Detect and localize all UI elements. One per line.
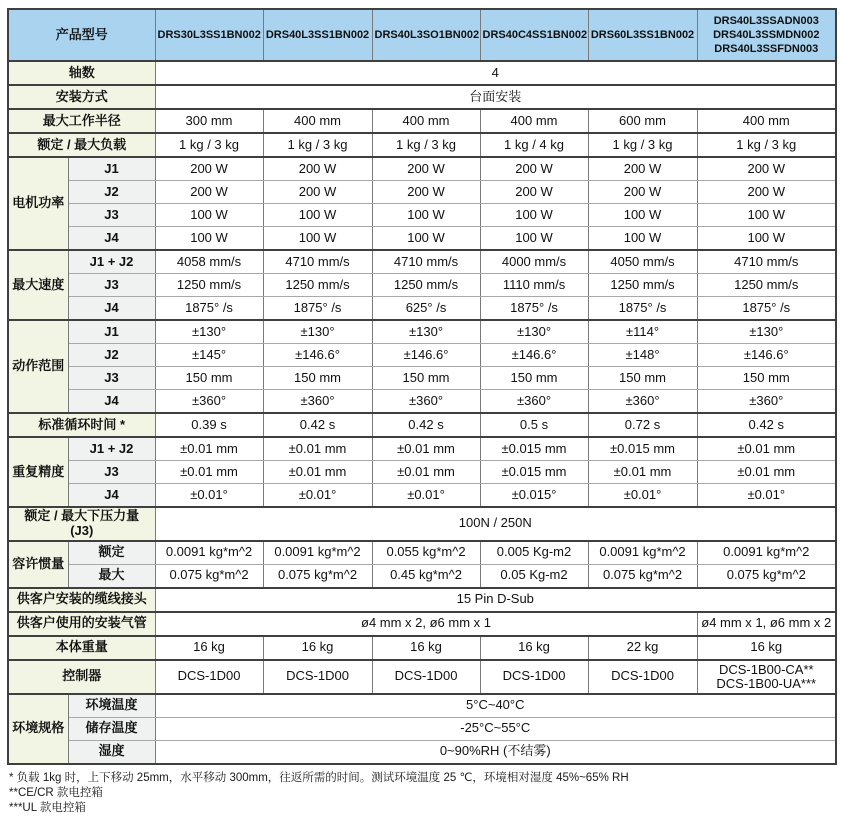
- spec-value-cell: 1 kg / 3 kg: [263, 133, 372, 157]
- spec-value-cell: 0.075 kg*m^2: [155, 564, 263, 588]
- spec-value-cell: ±0.01°: [372, 484, 480, 508]
- spec-value-cell: 0.72 s: [588, 413, 697, 437]
- row-label: 供客户安装的缆线接头: [8, 588, 155, 612]
- spec-value-cell: 200 W: [588, 181, 697, 204]
- spec-value-cell: 1 kg / 3 kg: [155, 133, 263, 157]
- spec-value-cell: 100 W: [588, 227, 697, 251]
- sub-label: 最大: [68, 564, 155, 588]
- row-inertia-rated: [8, 541, 836, 565]
- spec-value-cell: 1875° /s: [697, 297, 836, 321]
- row-motion-range-j1: [8, 320, 836, 344]
- spec-value-cell: ±114°: [588, 320, 697, 344]
- spec-value-cell: 1250 mm/s: [372, 274, 480, 297]
- spec-value-cell: ±146.6°: [480, 344, 588, 367]
- header-row: [8, 9, 836, 61]
- sub-label: J1: [68, 157, 155, 181]
- spec-value-cell: ±0.01 mm: [155, 461, 263, 484]
- sub-label: 湿度: [68, 740, 155, 764]
- sub-label: J4: [68, 297, 155, 321]
- spec-value-cell: 600 mm: [588, 109, 697, 133]
- sub-label: J1: [68, 320, 155, 344]
- spec-value-cell: 100 W: [155, 227, 263, 251]
- row-max-speed-j1j2: [8, 250, 836, 274]
- row-motor-power-j4: [8, 227, 836, 251]
- spec-value-cell: 16 kg: [372, 636, 480, 660]
- row-max-speed-j4: [8, 297, 836, 321]
- spec-value-cell: 0.0091 kg*m^2: [588, 541, 697, 565]
- spec-value-cell: ±0.01 mm: [155, 437, 263, 461]
- spec-value-cell: ±0.01 mm: [372, 461, 480, 484]
- row-env-humidity: [8, 740, 836, 764]
- spec-value-cell: ±145°: [155, 344, 263, 367]
- row-label: 最大工作半径: [8, 109, 155, 133]
- spec-value-cell: 625° /s: [372, 297, 480, 321]
- spec-value-cell: ±0.01 mm: [263, 461, 372, 484]
- spec-value-cell: 1250 mm/s: [697, 274, 836, 297]
- spec-value-cell: ±130°: [155, 320, 263, 344]
- spec-value-cell: ±0.015 mm: [588, 437, 697, 461]
- row-air-tube: [8, 612, 836, 636]
- spec-value-cell: ±360°: [372, 390, 480, 414]
- sub-label: J4: [68, 484, 155, 508]
- spec-value-cell: 200 W: [480, 157, 588, 181]
- spec-value-cell: 16 kg: [480, 636, 588, 660]
- spec-value-cell: 0.0091 kg*m^2: [263, 541, 372, 565]
- spec-value-cell: 4: [155, 61, 836, 85]
- row-radius: [8, 109, 836, 133]
- row-label: 轴数: [8, 61, 155, 85]
- spec-value-cell: 200 W: [697, 157, 836, 181]
- spec-value-cell: 4000 mm/s: [480, 250, 588, 274]
- spec-value-cell: 150 mm: [155, 367, 263, 390]
- spec-value-cell: 1250 mm/s: [588, 274, 697, 297]
- group-label: 电机功率: [8, 157, 68, 250]
- group-label: 重复精度: [8, 437, 68, 507]
- row-motion-range-j3: [8, 367, 836, 390]
- model-header-cell-multi: [697, 9, 836, 61]
- row-label: 标准循环时间 *: [8, 413, 155, 437]
- spec-value-cell: ±360°: [263, 390, 372, 414]
- row-motion-range-j2: [8, 344, 836, 367]
- row-repeatability-j1j2: [8, 437, 836, 461]
- spec-value-cell: 400 mm: [480, 109, 588, 133]
- row-weight: [8, 636, 836, 660]
- footnote-ul: ***UL 款电控箱: [9, 801, 86, 814]
- row-env-storage-temp: [8, 717, 836, 740]
- row-label: 额定 / 最大负载: [8, 133, 155, 157]
- spec-value-cell: 200 W: [372, 181, 480, 204]
- spec-value-cell: 200 W: [480, 181, 588, 204]
- controller-variant: DCS-1B00-UA***: [716, 675, 817, 691]
- spec-value-cell: 100 W: [697, 227, 836, 251]
- spec-value-cell: DCS-1D00: [588, 660, 697, 694]
- spec-value-cell: 100 W: [372, 204, 480, 227]
- spec-value-cell: 0.0091 kg*m^2: [697, 541, 836, 565]
- sub-label: 储存温度: [68, 717, 155, 740]
- spec-value-cell: 1 kg / 3 kg: [588, 133, 697, 157]
- row-label: 控制器: [8, 660, 155, 694]
- group-label: 动作范围: [8, 320, 68, 413]
- row-motor-power-j1: [8, 157, 836, 181]
- spec-value-cell: 150 mm: [372, 367, 480, 390]
- spec-value-cell: 400 mm: [263, 109, 372, 133]
- spec-value-cell: 5°C~40°C: [155, 694, 836, 718]
- spec-value-cell: 150 mm: [480, 367, 588, 390]
- model-header-cell: DRS40L3SO1BN002: [372, 9, 480, 61]
- row-env-temp: [8, 694, 836, 718]
- row-max-speed-j3: [8, 274, 836, 297]
- spec-value-cell: DCS-1D00: [263, 660, 372, 694]
- sub-label: J3: [68, 367, 155, 390]
- spec-value-cell: ±0.01°: [155, 484, 263, 508]
- spec-value-cell: 150 mm: [697, 367, 836, 390]
- spec-value-cell: 4710 mm/s: [372, 250, 480, 274]
- sub-label: J3: [68, 204, 155, 227]
- spec-value-cell: ±146.6°: [372, 344, 480, 367]
- model-header-cell: DRS40C4SS1BN002: [480, 9, 588, 61]
- controller-variant: DCS-1B00-CA**: [718, 661, 814, 677]
- spec-value-cell: ±0.01 mm: [697, 461, 836, 484]
- spec-value-cell: ±360°: [480, 390, 588, 414]
- spec-value-cell: 400 mm: [372, 109, 480, 133]
- sub-label: 额定: [68, 541, 155, 565]
- spec-value-cell: 4058 mm/s: [155, 250, 263, 274]
- row-motor-power-j3: [8, 204, 836, 227]
- spec-value-cell: 400 mm: [697, 109, 836, 133]
- spec-value-cell: 100N / 250N: [155, 507, 836, 541]
- spec-value-cell: 4710 mm/s: [263, 250, 372, 274]
- spec-value-cell: 0.42 s: [697, 413, 836, 437]
- sub-label: 环境温度: [68, 694, 155, 718]
- spec-value-cell: 100 W: [588, 204, 697, 227]
- spec-value-cell: DCS-1D00: [372, 660, 480, 694]
- spec-value-cell: ±130°: [372, 320, 480, 344]
- model-header-cell: DRS30L3SS1BN002: [155, 9, 263, 61]
- row-controller: [8, 660, 836, 694]
- header-label: 产品型号: [8, 9, 155, 61]
- spec-value-cell: ±360°: [155, 390, 263, 414]
- row-label: 安装方式: [8, 85, 155, 109]
- spec-value-cell: ±0.01 mm: [263, 437, 372, 461]
- spec-value-cell: ±0.015 mm: [480, 437, 588, 461]
- spec-value-cell: ±360°: [588, 390, 697, 414]
- spec-value-cell: 0.42 s: [372, 413, 480, 437]
- spec-value-cell: ø4 mm x 2, ø6 mm x 1: [155, 612, 697, 636]
- spec-value-cell: 4710 mm/s: [697, 250, 836, 274]
- spec-value-cell: 0~90%RH (不结雾): [155, 740, 836, 764]
- group-label: 环境规格: [8, 694, 68, 764]
- spec-value-cell: 300 mm: [155, 109, 263, 133]
- spec-value-cell: 16 kg: [263, 636, 372, 660]
- spec-value-cell: 台面安装: [155, 85, 836, 109]
- spec-value-cell: -25°C~55°C: [155, 717, 836, 740]
- spec-value-cell: 0.42 s: [263, 413, 372, 437]
- sub-label: J1 + J2: [68, 437, 155, 461]
- spec-value-cell: 0.075 kg*m^2: [263, 564, 372, 588]
- spec-value-cell: 0.075 kg*m^2: [588, 564, 697, 588]
- sub-label: J3: [68, 274, 155, 297]
- model-name: DRS40L3SSFDN003: [714, 43, 819, 55]
- spec-value-cell: 200 W: [263, 157, 372, 181]
- spec-value-cell: ±0.01 mm: [697, 437, 836, 461]
- spec-value-cell: ±148°: [588, 344, 697, 367]
- spec-value-cell: 15 Pin D-Sub: [155, 588, 836, 612]
- row-axes: [8, 61, 836, 85]
- spec-value-cell: 100 W: [263, 227, 372, 251]
- spec-value-cell: 100 W: [263, 204, 372, 227]
- spec-value-cell: ±0.01°: [263, 484, 372, 508]
- row-mount: [8, 85, 836, 109]
- spec-value-cell: ±146.6°: [697, 344, 836, 367]
- spec-value-cell: 200 W: [263, 181, 372, 204]
- row-label: 额定 / 最大下压力量 (J3): [8, 507, 155, 541]
- model-header-cell: DRS40L3SS1BN002: [263, 9, 372, 61]
- spec-value-cell: ø4 mm x 1, ø6 mm x 2: [697, 612, 836, 636]
- spec-value-cell: 1875° /s: [155, 297, 263, 321]
- row-label: 本体重量: [8, 636, 155, 660]
- spec-table: [7, 8, 837, 765]
- spec-value-cell: ±360°: [697, 390, 836, 414]
- model-name: DRS40L3SSADN003: [713, 15, 819, 27]
- spec-value-cell: 200 W: [155, 181, 263, 204]
- sub-label: J1 + J2: [68, 250, 155, 274]
- spec-value-cell: ±0.01°: [588, 484, 697, 508]
- spec-value-cell: 1 kg / 3 kg: [372, 133, 480, 157]
- spec-value-cell: 22 kg: [588, 636, 697, 660]
- spec-value-cell: ±0.01 mm: [588, 461, 697, 484]
- spec-value-cell: 1875° /s: [263, 297, 372, 321]
- sub-label: J4: [68, 390, 155, 414]
- spec-value-cell: 200 W: [372, 157, 480, 181]
- spec-value-cell: 0.075 kg*m^2: [697, 564, 836, 588]
- spec-value-cell: 100 W: [697, 204, 836, 227]
- spec-value-cell: 0.0091 kg*m^2: [155, 541, 263, 565]
- spec-value-cell: 0.5 s: [480, 413, 588, 437]
- spec-value-cell: ±130°: [480, 320, 588, 344]
- spec-value-cell: 100 W: [372, 227, 480, 251]
- spec-value-cell: ±0.01°: [697, 484, 836, 508]
- spec-value-cell: 4050 mm/s: [588, 250, 697, 274]
- sub-label: J4: [68, 227, 155, 251]
- sub-label: J2: [68, 344, 155, 367]
- row-cable: [8, 588, 836, 612]
- row-inertia-max: [8, 564, 836, 588]
- model-header-cell: DRS60L3SS1BN002: [588, 9, 697, 61]
- spec-value-cell: 150 mm: [263, 367, 372, 390]
- spec-value-cell: 0.45 kg*m^2: [372, 564, 480, 588]
- footnotes: [7, 765, 835, 816]
- spec-value-cell: ±0.015°: [480, 484, 588, 508]
- row-press-force: [8, 507, 836, 541]
- spec-value-cell: 100 W: [480, 227, 588, 251]
- spec-value-cell: 100 W: [480, 204, 588, 227]
- spec-value-cell: 1110 mm/s: [480, 274, 588, 297]
- spec-value-cell: 1 kg / 4 kg: [480, 133, 588, 157]
- row-cycle-time: [8, 413, 836, 437]
- spec-value-cell: ±0.01 mm: [372, 437, 480, 461]
- row-repeatability-j3: [8, 461, 836, 484]
- group-label: 容许惯量: [8, 541, 68, 588]
- spec-value-cell: 200 W: [588, 157, 697, 181]
- spec-value-cell: 200 W: [155, 157, 263, 181]
- spec-value-cell: ±0.015 mm: [480, 461, 588, 484]
- spec-value-cell: 1250 mm/s: [155, 274, 263, 297]
- row-repeatability-j4: [8, 484, 836, 508]
- spec-value-cell: 200 W: [697, 181, 836, 204]
- spec-value-cell: 150 mm: [588, 367, 697, 390]
- spec-value-cell: 1 kg / 3 kg: [697, 133, 836, 157]
- spec-value-cell: 0.39 s: [155, 413, 263, 437]
- row-label: 供客户使用的安装气管: [8, 612, 155, 636]
- spec-value-cell: ±130°: [263, 320, 372, 344]
- spec-value-cell: ±146.6°: [263, 344, 372, 367]
- spec-value-cell: 1875° /s: [588, 297, 697, 321]
- spec-value-cell: DCS-1D00: [480, 660, 588, 694]
- row-load: [8, 133, 836, 157]
- spec-value-cell-multi: [697, 660, 836, 694]
- sub-label: J2: [68, 181, 155, 204]
- row-motor-power-j2: [8, 181, 836, 204]
- spec-value-cell: 0.05 Kg-m2: [480, 564, 588, 588]
- spec-value-cell: 100 W: [155, 204, 263, 227]
- spec-value-cell: 0.055 kg*m^2: [372, 541, 480, 565]
- group-label: 最大速度: [8, 250, 68, 320]
- row-motion-range-j4: [8, 390, 836, 414]
- footnote-ce-cr: **CE/CR 款电控箱: [9, 786, 103, 799]
- spec-value-cell: 16 kg: [155, 636, 263, 660]
- spec-value-cell: 16 kg: [697, 636, 836, 660]
- spec-value-cell: 1250 mm/s: [263, 274, 372, 297]
- spec-value-cell: 0.005 Kg-m2: [480, 541, 588, 565]
- sub-label: J3: [68, 461, 155, 484]
- spec-value-cell: 1875° /s: [480, 297, 588, 321]
- spec-value-cell: DCS-1D00: [155, 660, 263, 694]
- footnote-cycle-time: * 负载 1kg 时，上下移动 25mm，水平移动 300mm，往返所需的时间。测试环境温度 25 ℃，环境相对湿度 45%~65% RH: [9, 771, 629, 784]
- spec-value-cell: ±130°: [697, 320, 836, 344]
- model-name: DRS40L3SSMDN002: [713, 29, 820, 41]
